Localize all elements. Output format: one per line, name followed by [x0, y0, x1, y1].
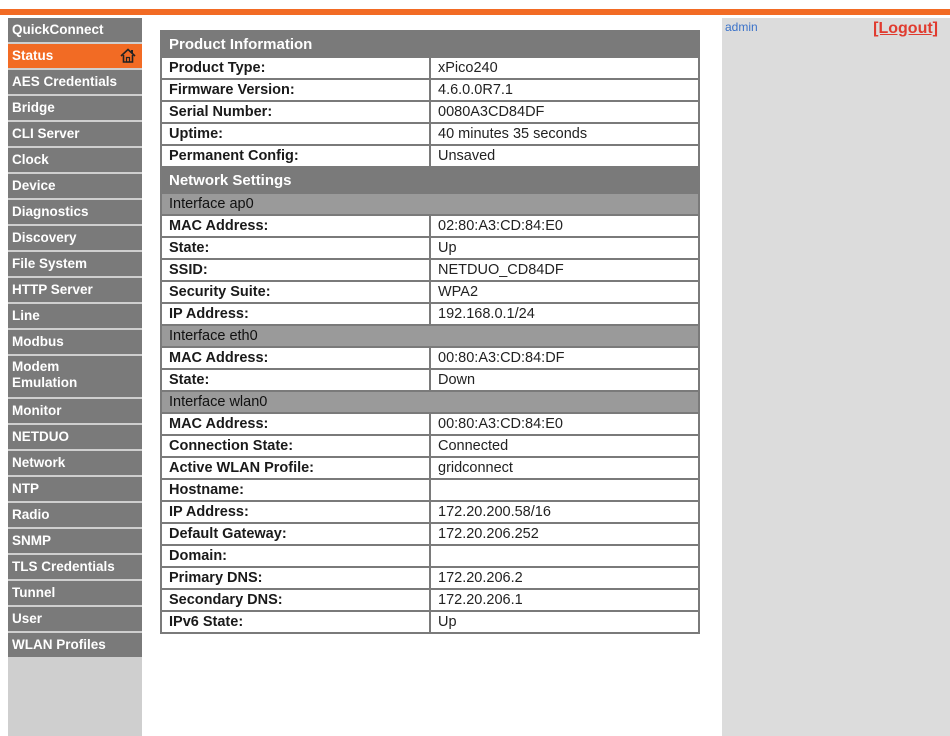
table-row	[161, 145, 699, 167]
table-row	[161, 435, 699, 457]
row-value: 192.168.0.1/24	[430, 303, 699, 325]
status-table	[160, 30, 700, 634]
sidebar-nav	[8, 18, 142, 736]
row-label: IP Address:	[161, 303, 430, 325]
row-label: Serial Number:	[161, 101, 430, 123]
sidebar-item-line[interactable]: Line	[8, 304, 142, 330]
row-label: Security Suite:	[161, 281, 430, 303]
row-label: State:	[161, 369, 430, 391]
row-label: IP Address:	[161, 501, 430, 523]
sidebar-item-snmp[interactable]: SNMP	[8, 529, 142, 555]
row-value: gridconnect	[430, 457, 699, 479]
home-icon	[120, 48, 136, 63]
sidebar-item-file-system[interactable]: File System	[8, 252, 142, 278]
logout-link[interactable]	[873, 20, 938, 38]
sidebar-item-http-server[interactable]: HTTP Server	[8, 278, 142, 304]
subsection-header	[161, 391, 699, 413]
table-row	[161, 237, 699, 259]
table-row	[161, 101, 699, 123]
row-label: Uptime:	[161, 123, 430, 145]
sidebar-item-wlan-profiles[interactable]: WLAN Profiles	[8, 633, 142, 659]
table-row	[161, 457, 699, 479]
row-value	[430, 479, 699, 501]
row-value: 40 minutes 35 seconds	[430, 123, 699, 145]
table-row	[161, 79, 699, 101]
row-value: 172.20.200.58/16	[430, 501, 699, 523]
sidebar-item-network[interactable]: Network	[8, 451, 142, 477]
row-value: 172.20.206.1	[430, 589, 699, 611]
sidebar-item-monitor[interactable]: Monitor	[8, 399, 142, 425]
row-label: MAC Address:	[161, 347, 430, 369]
row-value: 02:80:A3:CD:84:E0	[430, 215, 699, 237]
sidebar-item-clock[interactable]: Clock	[8, 148, 142, 174]
section-title: Network Settings	[161, 167, 699, 193]
table-row	[161, 567, 699, 589]
row-value: Up	[430, 611, 699, 633]
sidebar-item-cli-server[interactable]: CLI Server	[8, 122, 142, 148]
table-row	[161, 281, 699, 303]
table-row	[161, 303, 699, 325]
table-row	[161, 57, 699, 79]
row-label: State:	[161, 237, 430, 259]
table-row	[161, 413, 699, 435]
row-label: Product Type:	[161, 57, 430, 79]
sidebar-item-label: Status	[12, 48, 54, 63]
subsection-header	[161, 193, 699, 215]
subsection-title: Interface eth0	[161, 325, 699, 347]
table-row	[161, 479, 699, 501]
table-row	[161, 523, 699, 545]
sidebar-item-device[interactable]: Device	[8, 174, 142, 200]
row-label: Default Gateway:	[161, 523, 430, 545]
status-panel	[160, 30, 700, 634]
sidebar-item-user[interactable]: User	[8, 607, 142, 633]
row-value: 00:80:A3:CD:84:E0	[430, 413, 699, 435]
sidebar-item-ntp[interactable]: NTP	[8, 477, 142, 503]
table-row	[161, 369, 699, 391]
row-value: xPico240	[430, 57, 699, 79]
row-value: WPA2	[430, 281, 699, 303]
sidebar-item-tls-credentials[interactable]: TLS Credentials	[8, 555, 142, 581]
sidebar-item-diagnostics[interactable]: Diagnostics	[8, 200, 142, 226]
row-label: Firmware Version:	[161, 79, 430, 101]
sidebar-item-modem-emulation[interactable]: Modem Emulation	[8, 356, 142, 399]
row-label: SSID:	[161, 259, 430, 281]
row-label: Hostname:	[161, 479, 430, 501]
row-value: Unsaved	[430, 145, 699, 167]
sidebar-item-radio[interactable]: Radio	[8, 503, 142, 529]
table-row	[161, 611, 699, 633]
row-value: Down	[430, 369, 699, 391]
table-row	[161, 123, 699, 145]
main-content	[144, 18, 720, 736]
sidebar-item-modbus[interactable]: Modbus	[8, 330, 142, 356]
row-label: Primary DNS:	[161, 567, 430, 589]
table-row	[161, 589, 699, 611]
row-value: 4.6.0.0R7.1	[430, 79, 699, 101]
right-panel	[722, 18, 950, 736]
table-row	[161, 215, 699, 237]
subsection-title: Interface wlan0	[161, 391, 699, 413]
section-header	[161, 167, 699, 193]
row-label: Active WLAN Profile:	[161, 457, 430, 479]
table-row	[161, 347, 699, 369]
section-header	[161, 31, 699, 57]
user-link[interactable]: admin	[725, 20, 758, 34]
sidebar-item-netduo[interactable]: NETDUO	[8, 425, 142, 451]
section-title: Product Information	[161, 31, 699, 57]
row-value	[430, 545, 699, 567]
row-value: 172.20.206.2	[430, 567, 699, 589]
sidebar-item-quickconnect[interactable]: QuickConnect	[8, 18, 142, 44]
row-value: Up	[430, 237, 699, 259]
sidebar-item-bridge[interactable]: Bridge	[8, 96, 142, 122]
row-value: 0080A3CD84DF	[430, 101, 699, 123]
sidebar-item-tunnel[interactable]: Tunnel	[8, 581, 142, 607]
table-row	[161, 259, 699, 281]
logout-label: [Logout]	[873, 20, 938, 37]
top-accent-bar	[0, 9, 950, 15]
subsection-title: Interface ap0	[161, 193, 699, 215]
sidebar-item-status[interactable]	[8, 44, 142, 70]
table-row	[161, 501, 699, 523]
row-label: MAC Address:	[161, 215, 430, 237]
row-label: IPv6 State:	[161, 611, 430, 633]
row-value: Connected	[430, 435, 699, 457]
sidebar-item-discovery[interactable]: Discovery	[8, 226, 142, 252]
row-label: Secondary DNS:	[161, 589, 430, 611]
sidebar-item-aes-credentials[interactable]: AES Credentials	[8, 70, 142, 96]
row-label: Connection State:	[161, 435, 430, 457]
row-label: Permanent Config:	[161, 145, 430, 167]
row-value: 00:80:A3:CD:84:DF	[430, 347, 699, 369]
table-row	[161, 545, 699, 567]
row-value: NETDUO_CD84DF	[430, 259, 699, 281]
row-label: Domain:	[161, 545, 430, 567]
subsection-header	[161, 325, 699, 347]
row-value: 172.20.206.252	[430, 523, 699, 545]
row-label: MAC Address:	[161, 413, 430, 435]
